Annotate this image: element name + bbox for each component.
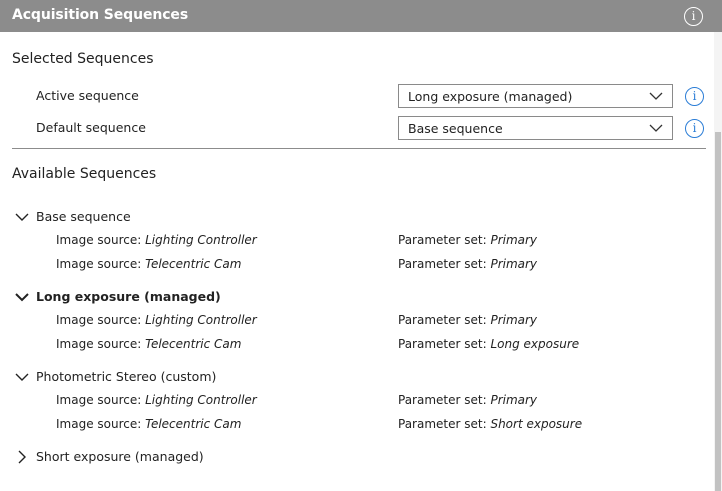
parameter-set-entry: Parameter set: Primary <box>398 257 538 271</box>
image-source-entry: Image source: Lighting Controller <box>56 313 257 327</box>
active-sequence-value: Long exposure (managed) <box>408 89 573 104</box>
available-sequences-heading: Available Sequences <box>12 166 157 182</box>
parameter-set-entry: Parameter set: Short exposure <box>398 417 583 431</box>
image-source-entry: Image source: Telecentric Cam <box>56 337 242 351</box>
active-sequence-select[interactable] <box>398 84 673 108</box>
image-source-entry: Image source: Lighting Controller <box>56 393 257 407</box>
scrollbar-thumb[interactable] <box>715 132 721 491</box>
vertical-scrollbar[interactable] <box>714 32 722 491</box>
chevron-down-icon <box>649 123 663 133</box>
selected-sequences-heading: Selected Sequences <box>12 51 154 67</box>
active-sequence-label: Active sequence <box>36 88 139 103</box>
image-source-entry: Image source: Telecentric Cam <box>56 257 242 271</box>
chevron-down-icon[interactable] <box>14 210 30 224</box>
sequence-group-title[interactable]: Photometric Stereo (custom) <box>36 369 217 384</box>
parameter-set-entry: Parameter set: Primary <box>398 233 538 247</box>
parameter-set-entry: Parameter set: Primary <box>398 393 538 407</box>
panel-header <box>0 0 722 32</box>
sequence-group-title[interactable]: Long exposure (managed) <box>36 289 221 304</box>
chevron-down-icon[interactable] <box>14 370 30 384</box>
sequence-group-title[interactable]: Base sequence <box>36 209 131 224</box>
chevron-down-icon[interactable] <box>14 290 30 304</box>
default-sequence-select[interactable] <box>398 116 673 140</box>
panel-title: Acquisition Sequences <box>12 7 189 23</box>
parameter-set-entry: Parameter set: Primary <box>398 313 538 327</box>
header-info-icon[interactable]: i <box>684 7 703 26</box>
default-sequence-info-icon[interactable]: i <box>685 119 704 138</box>
default-sequence-label: Default sequence <box>36 120 146 135</box>
image-source-entry: Image source: Lighting Controller <box>56 233 257 247</box>
active-sequence-info-icon[interactable]: i <box>685 87 704 106</box>
section-divider <box>12 148 706 149</box>
default-sequence-value: Base sequence <box>408 121 503 136</box>
chevron-right-icon[interactable] <box>14 450 30 464</box>
parameter-set-entry: Parameter set: Long exposure <box>398 337 580 351</box>
chevron-down-icon <box>649 91 663 101</box>
sequence-group-title[interactable]: Short exposure (managed) <box>36 449 204 464</box>
image-source-entry: Image source: Telecentric Cam <box>56 417 242 431</box>
